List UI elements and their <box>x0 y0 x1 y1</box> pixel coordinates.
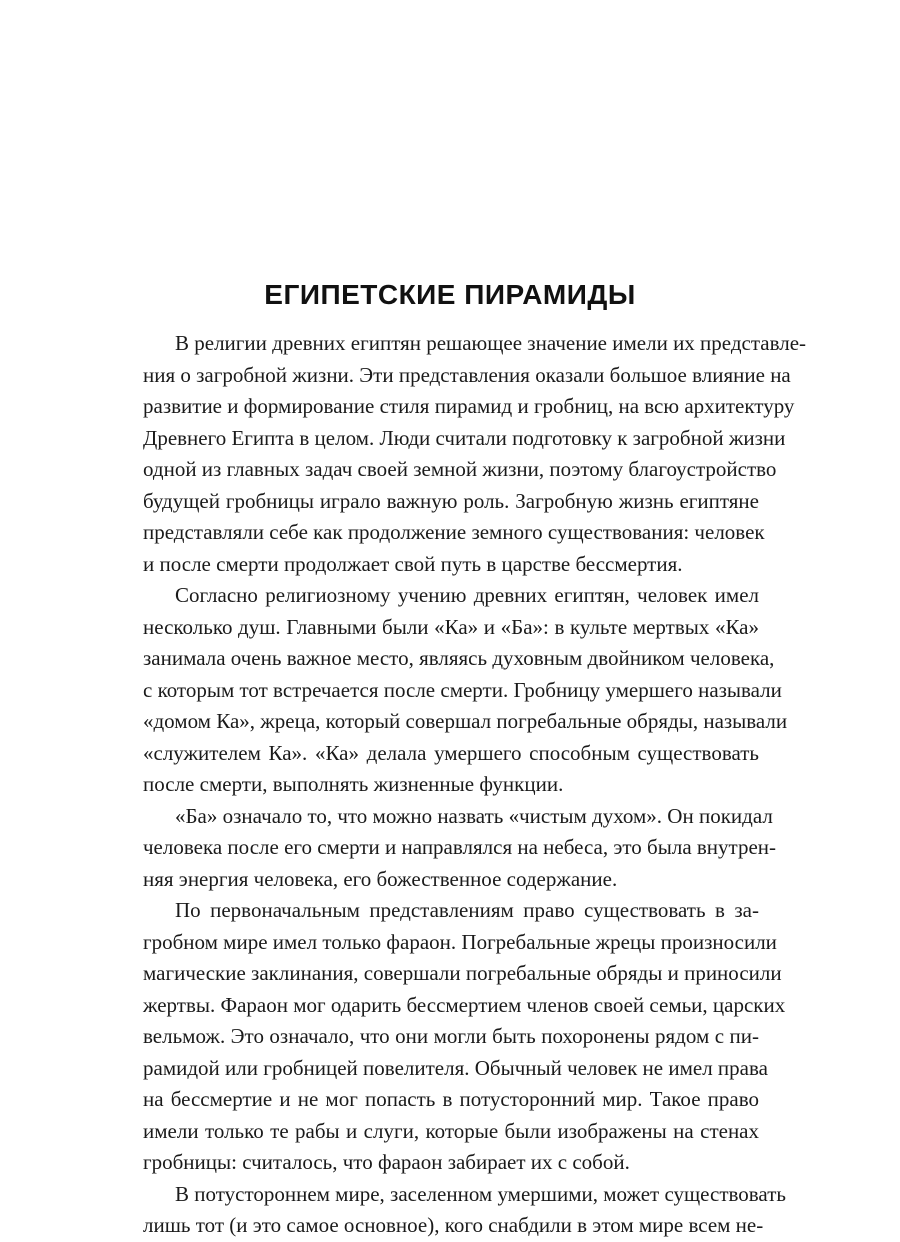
chapter-title: ЕГИПЕТСКИЕ ПИРАМИДЫ <box>264 279 636 310</box>
paragraph <box>143 895 786 1179</box>
paragraph <box>143 328 807 580</box>
text-line: и после смерти продолжает свой путь в царстве бессмертия. <box>143 551 683 576</box>
text-line: будущей гробницы играло важную роль. Загробную жизнь египтяне <box>143 488 759 513</box>
text-line: «домом Ка», жреца, который совершал погребальные обряды, называли <box>143 709 788 733</box>
text-line: няя энергия человека, его божественное содержание. <box>143 866 618 891</box>
text-line: вельмож. Это означало, что они могли быть похоронены рядом с пи- <box>143 1024 759 1048</box>
text-line: человека после его смерти и направлялся на небеса, это была внутрен- <box>143 835 777 859</box>
text-line: гробницы: считалось, что фараон забирает их с собой. <box>143 1150 630 1174</box>
text-line: По первоначальным представлениям право существовать в за- <box>175 898 759 922</box>
text-line: несколько душ. Главными были «Ка» и «Ба»: в культе мертвых «Ка» <box>143 614 759 639</box>
text-line: представляли себе как продолжение земного существования: человек <box>143 520 765 544</box>
text-line: занимала очень важное место, являясь духовным двойником человека, <box>143 646 775 670</box>
text-line: с которым тот встречается после смерти. Гробницу умершего называли <box>143 677 782 702</box>
paragraph <box>143 1179 786 1242</box>
paragraph <box>143 801 777 896</box>
text-line: В потустороннем мире, заселенном умершими, может существовать <box>175 1181 786 1206</box>
text-line: одной из главных задач своей земной жизни, поэтому благоустройство <box>143 457 777 481</box>
text-line: жертвы. Фараон мог одарить бессмертием членов своей семьи, царских <box>143 992 786 1017</box>
paragraph <box>143 580 788 801</box>
text-line: после смерти, выполнять жизненные функции. <box>143 772 564 796</box>
text-line: развитие и формирование стиля пирамид и гробниц, на всю архитектуру <box>143 394 795 418</box>
text-line: В религии древних египтян решающее значение имели их представле- <box>175 331 807 355</box>
text-line: магические заклинания, совершали погребальные обряды и приносили <box>143 961 782 985</box>
text-line: Согласно религиозному учению древних египтян, человек имел <box>175 583 759 607</box>
text-line: «служителем Ка». «Ка» делала умершего способным существовать <box>143 740 759 765</box>
text-line: имели только те рабы и слуги, которые были изображены на стенах <box>143 1118 759 1143</box>
text-line: на бессмертие и не мог попасть в потусторонний мир. Такое право <box>143 1087 759 1111</box>
text-line: «Ба» означало то, что можно назвать «чистым духом». Он покидал <box>175 803 773 828</box>
text-line: гробном мире имел только фараон. Погребальные жрецы произносили <box>143 929 777 954</box>
text-line: ния о загробной жизни. Эти представления оказали большое влияние на <box>143 362 791 387</box>
text-line: лишь тот (и это самое основное), кого снабдили в этом мире всем не- <box>143 1213 764 1237</box>
text-line: Древнего Египта в целом. Люди считали подготовку к загробной жизни <box>143 425 786 450</box>
text-line: рамидой или гробницей повелителя. Обычный человек не имел права <box>143 1055 768 1080</box>
body-text <box>143 328 807 1242</box>
